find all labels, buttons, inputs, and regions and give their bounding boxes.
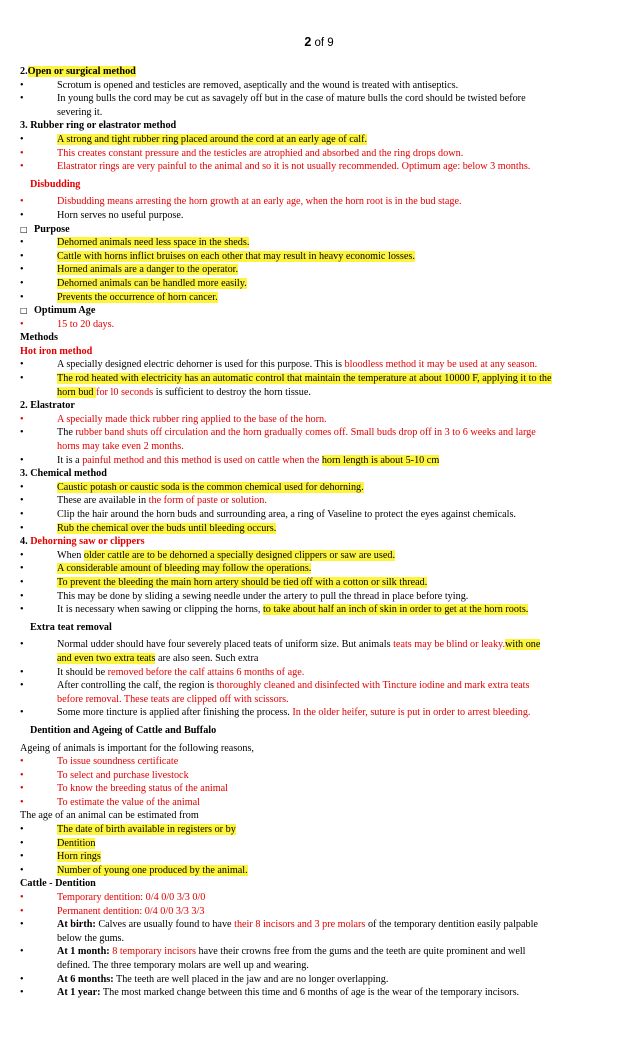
line-text: Rub the chemical over the buds until bleeding occurs. (57, 522, 277, 534)
subsection-heading (20, 724, 554, 738)
red-text: 8 temporary incisors (109, 946, 196, 958)
bullet-item (20, 945, 554, 972)
line-text: 15 to 20 days. (57, 318, 115, 330)
bullet-item (20, 850, 554, 864)
red-text: teats may be blind or leaky. (393, 639, 506, 651)
bullet-item (20, 318, 554, 332)
bullet-item (20, 263, 554, 277)
red-text: removed before the calf attains 6 months of age. (107, 666, 305, 678)
bullet-item (20, 79, 554, 93)
bold-label: At 6 months: (57, 973, 114, 985)
line-text: 2. Elastrator (20, 400, 75, 412)
checkbox-heading (20, 304, 554, 318)
line-text: Hot iron method (20, 345, 93, 357)
red-text: rubber band shuts off circulation and the horn gradually comes off. Small buds drop off in 3 to 6 weeks and large horns may take even 2 months. (57, 427, 536, 453)
bullet-item (20, 782, 554, 796)
line-text: Horn serves no useful purpose. (57, 209, 184, 221)
bullet-item (20, 706, 554, 720)
line-text: This may be done by sliding a sewing needle under the artery to pull the thread in place before tying. (57, 590, 469, 602)
line-text: Some more tincture is applied after finishing the process. (57, 707, 293, 719)
line-text: 3. Rubber ring or elastrator method (20, 120, 177, 132)
line-text: Number of young one produced by the animal. (57, 864, 248, 876)
line-text: Permanent dentition: 0/4 0/0 3/3 3/3 (57, 905, 205, 917)
section-heading (20, 467, 554, 481)
bullet-item (20, 891, 554, 905)
line-text: These are available in (57, 495, 149, 507)
bullet-item (20, 576, 554, 590)
line-text: To know the breeding status of the animal (57, 783, 229, 795)
line-text: After controlling the calf, the region is (57, 680, 217, 692)
line-text: Calves are usually found to have (95, 919, 235, 931)
page-indicator (0, 36, 638, 51)
bullet-item (20, 590, 554, 604)
bullet-item (20, 973, 554, 987)
line-text: A considerable amount of bleeding may follow the operations. (57, 563, 312, 575)
line-text-tail: are also seen. Such extra (155, 652, 259, 664)
bullet-item (20, 92, 554, 119)
line-text: Dehorned animals need less space in the sheds. (57, 237, 250, 249)
line-text: The teeth are well placed in the jaw and are no longer overlapping. (113, 973, 389, 985)
bold-label: At birth: (57, 919, 96, 931)
line-text: A specially designed electric dehorner is used for this purpose. This is (57, 359, 345, 371)
line-text: Disbudding means arresting the horn growth at an early age, when the horn root is in the bud stage. (57, 196, 462, 208)
bullet-item (20, 522, 554, 536)
line-text: Horned animals are a danger to the operator. (57, 264, 239, 276)
line-text: Purpose (34, 223, 70, 235)
line-text: Cattle - Dentition (20, 878, 96, 890)
line-text: A specially made thick rubber ring applied to the base of the horn. (57, 413, 327, 425)
bullet-item (20, 358, 554, 372)
section-heading (20, 65, 554, 79)
section-heading (20, 119, 554, 133)
bullet-item (20, 666, 554, 680)
red-text: for l0 seconds (96, 386, 154, 398)
section-heading (20, 877, 554, 891)
paragraph (20, 742, 554, 756)
page-total: of 9 (314, 37, 334, 49)
line-text: Optimum Age (34, 305, 96, 317)
paragraph (20, 809, 554, 823)
line-text: Normal udder should have four severely placed teats of uniform size. But animals (57, 639, 394, 651)
bullet-item (20, 679, 554, 706)
line-text: When (57, 549, 84, 561)
line-text: Elastrator rings are very painful to the animal and so it is not usually recommended. Optimum age: below 3 months. (57, 161, 531, 173)
bullet-item (20, 209, 554, 223)
line-text: Extra teat removal (30, 621, 112, 633)
line-text: Caustic potash or caustic soda is the common chemical used for dehorning. (57, 481, 364, 493)
line-text: To issue soundness certificate (57, 756, 179, 768)
line-text: In young bulls the cord may be cut as savagely off but in the case of mature bulls the cord should be twisted before severing it. (57, 93, 526, 118)
line-text: Prevents the occurrence of horn cancer. (57, 291, 218, 303)
red-text: the form of paste or solution. (148, 495, 267, 507)
bullet-item (20, 454, 554, 468)
line-text: To prevent the bleeding the main horn artery should be tied off with a cotton or silk thread. (57, 576, 428, 588)
line-text-tail: of the temporary dentition easily palpable below the gums. (57, 919, 538, 944)
line-text: 2. (20, 66, 28, 77)
line-text: It is a (57, 454, 83, 466)
bullet-item (20, 603, 554, 617)
bullet-item (20, 769, 554, 783)
line-text: Scrotum is opened and testicles are removed, aseptically and the wound is treated with antiseptics. (57, 79, 459, 91)
line-text: The age of an animal can be estimated from (20, 810, 199, 822)
line-text-tail: have their crowns free from the gums and the teeth are quite prominent and well defined. The three temporary molars are well up and wearing. (57, 946, 526, 971)
line-text: Cattle with horns inflict bruises on each other that may result in heavy economic losses. (57, 250, 415, 262)
highlighted-text: Open or surgical method (27, 66, 136, 77)
bullet-item (20, 638, 554, 665)
page-number: 2 (304, 35, 312, 49)
bullet-item (20, 918, 554, 945)
line-text-tail: is sufficient to destroy the horn tissue. (153, 386, 311, 398)
subsection-heading (20, 178, 554, 192)
bullet-item (20, 905, 554, 919)
line-text: This creates constant pressure and the testicles are atrophied and absorbed and the ring drops down. (57, 147, 464, 159)
line-text: Ageing of animals is important for the following reasons, (20, 742, 254, 754)
line-text: Clip the hair around the horn buds and surrounding area, a ring of Vaseline to protect the eyes against chemicals. (57, 509, 516, 520)
line-text: The date of birth available in registers or by (57, 824, 236, 836)
bullet-item (20, 426, 554, 453)
section-heading (20, 535, 554, 549)
line-text: Dentition (57, 837, 96, 849)
line-text: It is necessary when sawing or clipping the horns, (57, 604, 263, 616)
line-text: Temporary dentition: 0/4 0/0 3/3 0/0 (57, 892, 206, 904)
section-heading (20, 331, 554, 345)
bullet-item (20, 562, 554, 576)
red-text: Dehorning saw or clippers (30, 536, 145, 548)
subsection-heading (20, 621, 554, 635)
bullet-item (20, 481, 554, 495)
bullet-item (20, 291, 554, 305)
checkbox-heading (20, 223, 554, 237)
line-text: Dehorned animals can be handled more easily. (57, 277, 247, 289)
highlighted-text: with one and even two extra teats (57, 639, 541, 664)
bullet-item (20, 195, 554, 209)
line-text: The rod heated with electricity has an automatic control that maintain the temperature at about 10000 F, applying it to the horn bud (57, 373, 552, 398)
highlighted-text: to take about half an inch of skin in order to get at the horn roots. (262, 604, 529, 616)
line-text: Horn rings (57, 851, 101, 863)
document-body (20, 65, 554, 1000)
highlighted-text: older cattle are to be dehorned a specially designed clippers or saw are used. (83, 549, 396, 561)
line-text: A strong and tight rubber ring placed around the cord at an early age of calf. (57, 133, 368, 145)
section-heading (20, 345, 554, 359)
bold-label: At 1 month: (57, 946, 110, 958)
bullet-item (20, 133, 554, 147)
section-heading (20, 399, 554, 413)
bullet-item (20, 160, 554, 174)
bullet-item (20, 277, 554, 291)
bullet-item (20, 250, 554, 264)
bullet-item (20, 796, 554, 810)
line-text: Dentition and Ageing of Cattle and Buffalo (30, 724, 217, 736)
line-text: The most marked change between this time and 6 months of age is the wear of the temporary incisors. (100, 987, 520, 999)
line-text: Disbudding (30, 178, 81, 190)
line-text: To estimate the value of the animal (57, 796, 200, 808)
bullet-item (20, 508, 554, 522)
bullet-item (20, 864, 554, 878)
line-text: Methods (20, 332, 58, 344)
bullet-item (20, 549, 554, 563)
bullet-item (20, 837, 554, 851)
red-text: painful method and this method is used on cattle when the (82, 454, 322, 466)
bullet-item (20, 494, 554, 508)
bullet-item (20, 823, 554, 837)
bullet-item (20, 413, 554, 427)
bold-label: At 1 year: (57, 987, 101, 999)
red-text: In the older heifer, suture is put in order to arrest bleeding. (292, 707, 531, 719)
line-text: 4. (20, 536, 31, 548)
bullet-item (20, 236, 554, 250)
bullet-item (20, 986, 554, 1000)
red-text: thoroughly cleaned and disinfected with Tincture iodine and mark extra teats before removal. These teats are clipped off with scissors. (57, 680, 530, 705)
red-text: bloodless method it may be used at any season. (344, 359, 538, 371)
line-text: The (57, 427, 76, 439)
line-text: To select and purchase livestock (57, 769, 189, 781)
red-text: their 8 incisors and 3 pre molars (234, 919, 366, 931)
line-text: 3. Chemical method (20, 468, 107, 480)
highlighted-text: horn length is about 5-10 cm (321, 454, 440, 466)
bullet-item (20, 147, 554, 161)
bullet-item (20, 372, 554, 399)
bullet-item (20, 755, 554, 769)
line-text: It should be (57, 666, 108, 678)
